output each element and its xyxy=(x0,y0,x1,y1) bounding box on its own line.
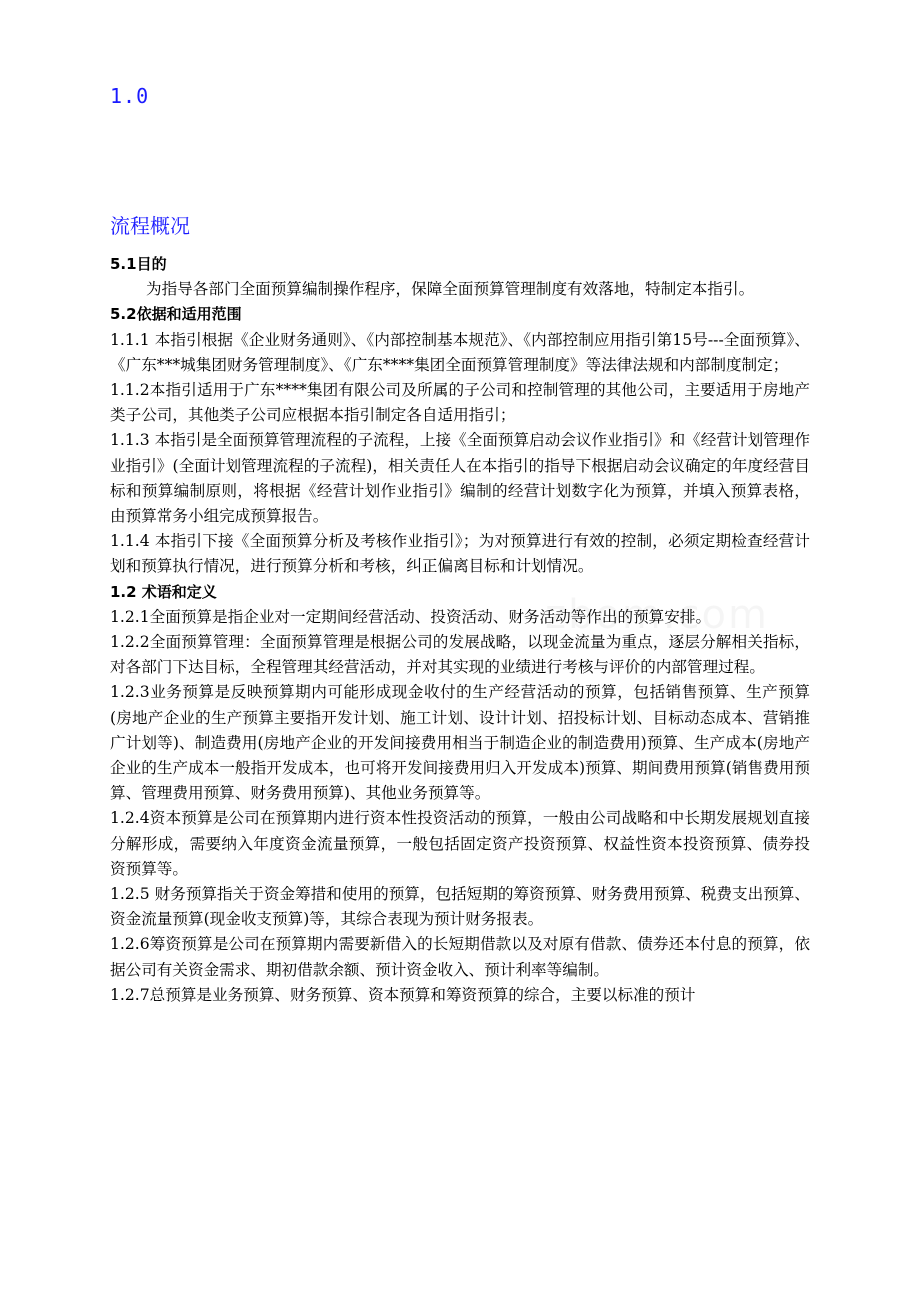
section-heading: 1.2 术语和定义 xyxy=(110,582,217,601)
paragraph: 1.2.5 财务预算指关于资金筹措和使用的预算，包括短期的筹资预算、财务费用预算、税费支出预算、资金流量预算(现金收支预算)等，其综合表现为预计财务报表。 xyxy=(110,885,810,929)
paragraph: 1.1.3 本指引是全面预算管理流程的子流程，上接《全面预算启动会议作业指引》和《经营计划管理作业指引》(全面计划管理流程的子流程)，相关责任人在本指引的指导下根据启动会议确定的年度经营目标和预算编制原则，将根据《经营计划作业指引》编制的经营计划数字化为预算，并填入预算表格，由预算常务小组完成预算报告。 xyxy=(110,431,810,526)
section-title: 流程概况 xyxy=(110,214,190,238)
document-version: 1.0 xyxy=(110,84,150,108)
paragraph: 1.2.4资本预算是公司在预算期内进行资本性投资活动的预算，一般由公司战略和中长期发展规划直接分解形成，需要纳入年度资金流量预算，一般包括固定资产投资预算、权益性资本投资预算、债券投资预算等。 xyxy=(110,809,810,878)
paragraph: 1.2.3业务预算是反映预算期内可能形成现金收付的生产经营活动的预算，包括销售预算、生产预算(房地产企业的生产预算主要指开发计划、施工计划、设计计划、招投标计划、目标动态成本、营销推广计划等)、制造费用(房地产企业的开发间接费用相当于制造企业的制造费用)预算、生产成本(房地产企业的生产成本一般指开发成本，也可将开发间接费用归入开发成本)预算、期间费用预算(销售费用预算、管理费用预算、财务费用预算)、其他业务预算等。 xyxy=(110,683,810,803)
section-heading: 5.2依据和适用范围 xyxy=(110,305,242,324)
paragraph: 1.1.2本指引适用于广东****集团有限公司及所属的子公司和控制管理的其他公司，主要适用于房地产类子公司，其他类子公司应根据本指引制定各自适用指引； xyxy=(110,381,810,425)
paragraph: 为指导各部门全面预算编制操作程序，保障全面预算管理制度有效落地，特制定本指引。 xyxy=(146,280,755,299)
paragraph: 1.2.6筹资预算是公司在预算期内需要新借入的长短期借款以及对原有借款、债券还本付息的预算，依据公司有关资金需求、期初借款余额、预计资金收入、预计利率等编制。 xyxy=(110,935,810,979)
paragraph: 1.2.2全面预算管理：全面预算管理是根据公司的发展战略，以现金流量为重点，逐层分解相关指标，对各部门下达目标，全程管理其经营活动，并对其实现的业绩进行考核与评价的内部管理过程。 xyxy=(110,633,810,677)
document-body xyxy=(110,252,810,1008)
paragraph: 1.2.7总预算是业务预算、财务预算、资本预算和筹资预算的综合，主要以标准的预计 xyxy=(110,985,696,1004)
section-heading: 5.1目的 xyxy=(110,255,167,273)
paragraph: 1.1.4 本指引下接《全面预算分析及考核作业指引》；为对预算进行有效的控制，必须定期检查经营计划和预算执行情况，进行预算分析和考核，纠正偏离目标和计划情况。 xyxy=(110,532,810,576)
paragraph: 1.2.1全面预算是指企业对一定期间经营活动、投资活动、财务活动等作出的预算安排。 xyxy=(110,607,712,626)
paragraph: 1.1.1 本指引根据《企业财务通则》、《内部控制基本规范》、《内部控制应用指引第15号---全面预算》、《广东***城集团财务管理制度》、《广东****集团全面预算管理制度》等法律法规和内部制度制定； xyxy=(110,330,810,374)
